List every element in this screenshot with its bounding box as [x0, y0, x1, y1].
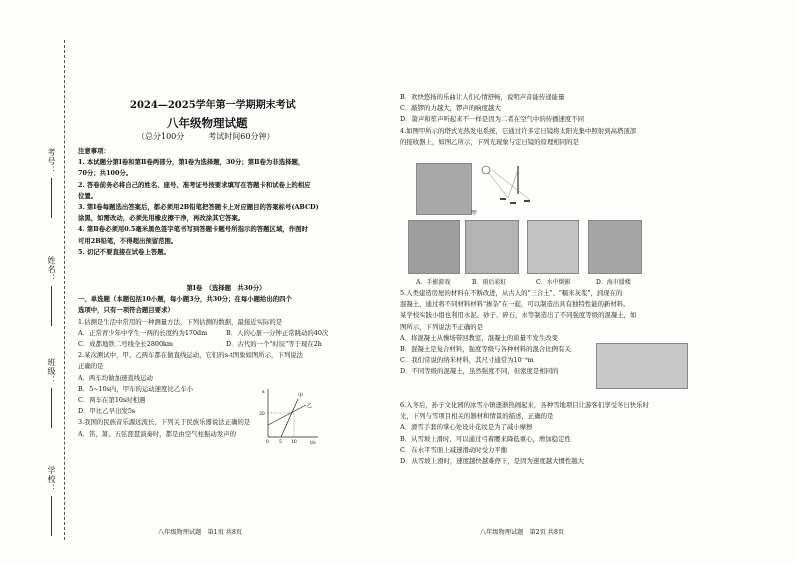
svg-text:5: 5 — [279, 440, 282, 445]
graph-y-tick: 20 — [259, 412, 265, 417]
q1-stem: 1.估测是生活中常用的一种测量方法，下列估测的数据，最接近实际的是 — [78, 317, 283, 326]
series-jia-line — [281, 399, 298, 437]
q4-option-c: C．水中倒影 — [536, 279, 571, 286]
school-label: 学校： — [46, 466, 57, 536]
seal-line — [64, 40, 65, 540]
section-one-title: 第Ⅰ卷 （选择题 共30分） — [186, 284, 266, 292]
svg-text:10: 10 — [291, 440, 297, 445]
q4-option-b: B．雨后彩虹 — [472, 279, 507, 286]
q6-stem: 6.入冬后，孙子文化园的冰雪小镇逐渐热闹起来，各种雪地项目让游客们享受冬日快乐时 — [400, 401, 649, 409]
heliostat-diagram — [478, 162, 540, 210]
option-c-photo — [527, 220, 579, 274]
concrete-photo — [596, 343, 688, 389]
q5-stem: 5.人类建造房屋的材料在不断改进，从古人的"三合土"、"糯米灰浆"，到现在的 — [400, 289, 623, 297]
footer-left: 八年级物理试题 第1页 共8页 — [158, 529, 243, 536]
binding-margin — [0, 0, 70, 562]
name-label: 姓名： — [46, 256, 57, 326]
footer-right: 八年级物理试题 第2页 共8页 — [480, 529, 565, 536]
exam-no-label: 考号： — [46, 148, 57, 218]
total-score: （总分100分 — [137, 132, 185, 141]
graph-x-label: t/s — [310, 441, 316, 445]
q4-option-d: D．海市蜃楼 — [596, 279, 631, 286]
svg-text:0: 0 — [266, 440, 269, 445]
series-jia-label: 甲 — [298, 393, 304, 399]
q3-continued: B．欢快悠扬的乐曲让人们心情舒畅，说明声音能传递能量 C．敲锣的力越大，锣声的响度越大 D．箫声和笙声听起来不一样是因为二者在空气中的传播速度不同 4.如图甲所示的塔式光热发电系统，它通过许多定日镜将太阳光集中照射到高塔顶部 的接收器上，如图乙所示，下列光现象与定日镜的原理相同的是 — [400, 92, 696, 148]
q5-block: 5.人类建造房屋的材料在不断改进，从古人的"三合土"、"糯米灰浆"，到现在的 混凝土，通过将不同材料材料"掺杂"在一起，可以制造出具有独特性能的新材料。 某学校实践小组也利用水泥、砂子、碎石，水等制造出了不同强度等级的混凝土，如 图所示，下列说法不正确的是 A．将混凝土从操场带回教室，混凝土的质量不发生改变 B．混凝土是复合材料，强度等级与各种材料的混合比例有关 C．我们常说的纳米材料，其尺寸通常为10⁻⁹m D．不同等级的混凝土，虽然强度不同，但密度是相同的 — [400, 288, 696, 378]
q4-option-a: A．手影游戏 — [416, 279, 451, 286]
exam-meta — [137, 131, 298, 142]
q4-stem: 4.如图甲所示的塔式光热发电系统，它通过许多定日镜将太阳光集中照射到高塔顶部 — [400, 126, 637, 135]
figure-jia-label: 甲 — [471, 210, 478, 217]
q2-st-graph — [258, 385, 324, 445]
q2-stem: 2.某次测试中，甲、乙两车都在做直线运动，它们的s-t图象如图所示，下列说法 — [78, 351, 303, 360]
exam-time: 考试时间60分钟） — [208, 132, 275, 141]
exam-year-title: 2024—2025学年第一学期期末考试 — [130, 100, 296, 111]
notes-block: 注意事项： 1. 本试题分第Ⅰ卷和第Ⅱ卷两部分，第Ⅰ卷为选择题，30分；第Ⅱ卷为非选择题， 70分；共100分。 2. 答卷前务必将自己的姓名、座号、准考证号按要求填写在答题卡和试卷上的相应 位置。 3. 第Ⅰ卷每题选出答案后，都必须用2B铅笔把答题卡上对应题目的答案标号(ABCD) 涂黑，如需改动，必须先用橡皮擦干净，再改涂其它答案。 4. 第Ⅱ卷必须用0.5毫米黑色签字笔书写到答题卡题号所指示的答题区域，作图时 可用2B铅笔，不得超出预留范围。 5. 切记不要直接在试卷上答题。 — [78, 146, 374, 258]
option-b-photo — [465, 220, 519, 274]
series-yi-label: 乙 — [307, 403, 313, 409]
q3-stem: 3.我国的民族音乐源远流长，下列关于民族乐器说法正确的是 — [78, 418, 251, 427]
tower-photo — [416, 163, 472, 215]
notes-title: 注意事项： — [78, 147, 110, 155]
option-a-photo — [408, 220, 460, 274]
class-label: 班级： — [46, 358, 57, 428]
series-yi-line — [268, 405, 306, 425]
exam-subject-title: 八年级物理试题 — [167, 116, 248, 130]
section-one: 第Ⅰ卷 （选择题 共30分） 一、单选题（本题包括10小题，每小题3分，共30分；在每小题给出的四个 选项中，只有一项符合题目要求） 1.估测是生活中常用的一种测量方法，下列估测的数据，最接近实际的是 A．正常青少年中学生一两的长度约为170dm B．人的心脏一分钟正常跳动的40次 C．成都地铁二号线全长2800km D．古代的一个"时辰"等于现在2h 2.某次测试中，甲、乙两车都在做直线运动，它们的s-t图象如图所示，下列说法 正确的是 A．两车均做加速直线运动 B．5~10s内，甲车的运动速度比乙车小 C．两车在第10s时相遇 D．甲比乙早出发5s 3.我国的民族音乐源远流长，下列关于民族乐器说法正确的是 A．笛、箫、五弦琵琶演奏时，都是由空气柱振动发声的 — [78, 283, 374, 440]
graph-y-label: s — [262, 389, 265, 395]
option-d-photo — [588, 220, 642, 274]
q6-block: 6.入冬后，孙子文化园的冰雪小镇逐渐热闹起来，各种雪地项目让游客们享受冬日快乐时 光，下列与雪项目相关的器材和情景的描述，正确的是 A．滑雪手套的掌心处设计花纹是为了减小摩擦 B．从雪坡上滑时，可以通过弓着腰来降低重心，增加稳定性 C．在水平雪面上减速滑动时受力平衡 D．从雪坡上滑时，速度越快越难停下，是因为速度越大惯性越大 — [400, 400, 720, 467]
